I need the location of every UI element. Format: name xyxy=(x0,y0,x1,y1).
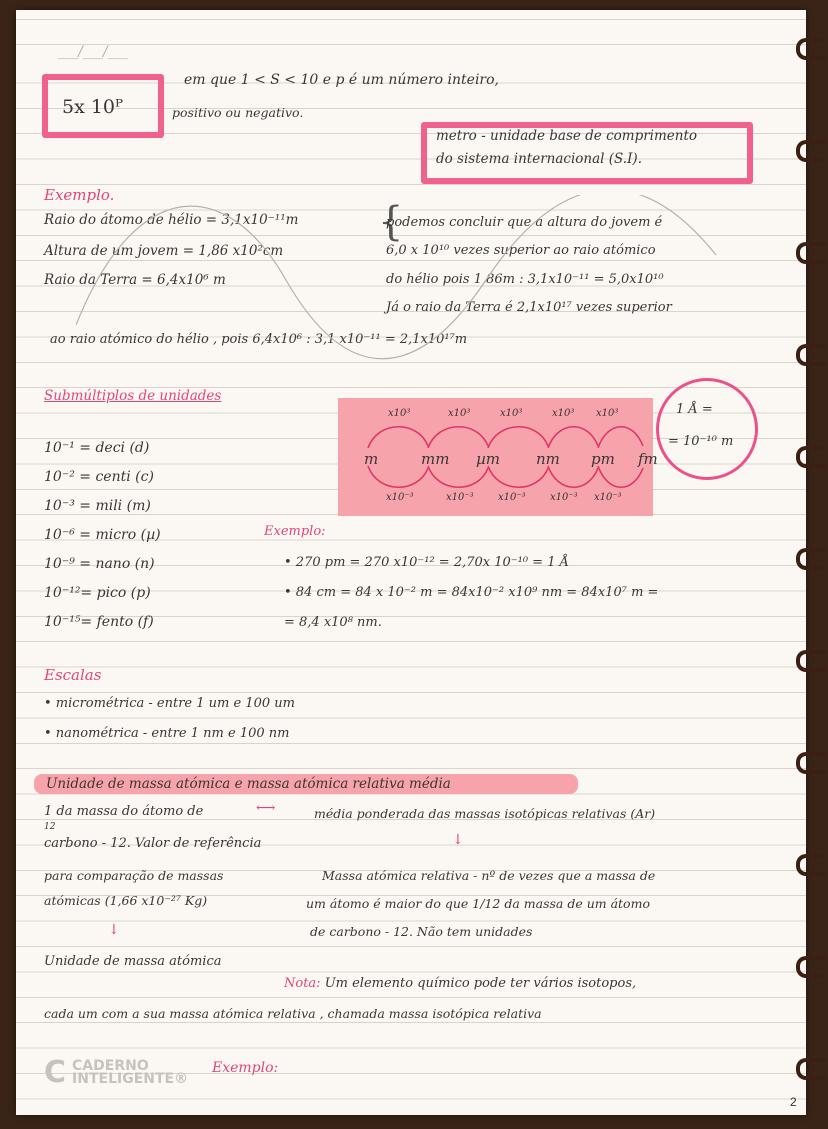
binder-ring xyxy=(796,956,826,978)
scales-micro: • micrométrica - entre 1 um e 100 um xyxy=(44,696,295,711)
unit-label: nm xyxy=(536,450,560,468)
multiplier-down: x10⁻³ xyxy=(550,492,578,503)
conclusion-line4: Já o raio da Terra é 2,1x10¹⁷ vezes superior xyxy=(386,300,672,315)
unit-label: µm xyxy=(476,450,500,468)
relative-mass-line2: um átomo é maior do que 1/12 da massa de um átomo xyxy=(306,896,650,911)
submultiple-row: 10⁻⁹ = nano (n) xyxy=(44,556,155,572)
binder-ring xyxy=(796,854,826,876)
brand-logo xyxy=(44,1055,189,1090)
relative-mass-line1: Massa atómica relativa - nº de vezes que a massa de xyxy=(322,868,656,883)
example2-line1: • 270 pm = 270 x10⁻¹² = 2,70x 10⁻¹⁰ = 1 Å xyxy=(284,555,569,570)
angstrom-circle xyxy=(656,378,758,480)
binder-ring xyxy=(796,548,826,570)
unit-label: mm xyxy=(421,450,450,468)
down-arrow-icon-2: ↓ xyxy=(452,832,464,848)
scientific-notation: 5x 10ᴾ xyxy=(62,96,124,118)
submultiple-row: 10⁻¹⁵= fento (f) xyxy=(44,614,154,630)
amu-definition-fraction: 12 xyxy=(44,822,56,832)
note-text: Um elemento químico pode ter vários isotopos, xyxy=(320,976,637,991)
mass-heading: Unidade de massa atómica e massa atómica relativa média xyxy=(46,776,451,792)
multiplier-up: x10³ xyxy=(500,408,523,419)
example2-line2: • 84 cm = 84 x 10⁻² m = 84x10⁻² x10⁹ nm = 84x10⁷ m = xyxy=(284,585,659,600)
relative-mass-average: média ponderada das massas isotópicas relativas (Ar) xyxy=(314,806,656,821)
multiplier-down: x10⁻³ xyxy=(498,492,526,503)
binder-ring xyxy=(796,650,826,672)
example2-title: Exemplo: xyxy=(264,524,326,539)
conclusion-line1: podemos concluir que a altura do jovem é xyxy=(386,215,663,230)
brace: { xyxy=(378,199,404,245)
amu-definition-line1: 1 da massa do átomo de xyxy=(44,804,204,819)
page-number: 2 xyxy=(790,1095,797,1109)
submultiples-title: Submúltiplos de unidades xyxy=(44,388,222,404)
amu-label: Unidade de massa atómica xyxy=(44,954,222,969)
notebook-page xyxy=(16,10,806,1115)
metro-definition-line1: metro - unidade base de comprimento xyxy=(436,128,698,144)
conclusion-line5: ao raio atómico do hélio , pois 6,4x10⁶ : 3,1 x10⁻¹¹ = 2,1x10¹⁷m xyxy=(50,332,468,347)
date-placeholder: ___/___/___ xyxy=(58,44,128,60)
multiplier-up: x10³ xyxy=(448,408,471,419)
brand-c-icon: C xyxy=(44,1055,67,1090)
relative-mass-line3: de carbono - 12. Não tem unidades xyxy=(310,924,533,939)
unit-label: m xyxy=(364,450,379,468)
note-label: Nota: xyxy=(284,976,321,991)
binder-ring xyxy=(796,38,826,60)
multiplier-up: x10³ xyxy=(552,408,575,419)
conclusion-line3: do hélio pois 1,86m : 3,1x10⁻¹¹ = 5,0x10¹⁰ xyxy=(386,272,664,287)
scales-title: Escalas xyxy=(44,666,102,684)
example-title: Exemplo. xyxy=(44,186,115,204)
submultiple-row: 10⁻⁶ = micro (µ) xyxy=(44,527,161,543)
submultiple-row: 10⁻² = centi (c) xyxy=(44,469,154,485)
multiplier-up: x10³ xyxy=(596,408,619,419)
binder-ring xyxy=(796,242,826,264)
binder-ring xyxy=(796,344,826,366)
unit-label: fm xyxy=(638,450,658,468)
notation-definition-line2: positivo ou negativo. xyxy=(172,105,304,120)
note-line2: cada um com a sua massa atómica relativa , chamada massa isotópica relativa xyxy=(44,1006,542,1021)
amu-definition-line2: carbono - 12. Valor de referência xyxy=(44,836,262,851)
submultiple-row: 10⁻³ = mili (m) xyxy=(44,498,151,514)
example-earth-radius: Raio da Terra = 6,4x10⁶ m xyxy=(44,272,226,288)
sine-wave-drawing xyxy=(76,195,776,365)
example-youth-height: Altura de um jovem = 1,86 x10²cm xyxy=(44,243,284,259)
double-arrow-icon: ⟷ xyxy=(256,800,276,816)
example2-line3: = 8,4 x10⁸ nm. xyxy=(284,615,382,630)
metro-definition-line2: do sistema internacional (S.I). xyxy=(436,151,642,167)
submultiple-row: 10⁻¹²= pico (p) xyxy=(44,585,151,601)
binder-ring xyxy=(796,140,826,162)
notation-definition-line1: em que 1 < S < 10 e p é um número inteiro, xyxy=(184,72,499,88)
example3-title: Exemplo: xyxy=(212,1060,279,1076)
multiplier-down: x10⁻³ xyxy=(386,492,414,503)
conclusion-line2: 6,0 x 10¹⁰ vezes superior ao raio atómico xyxy=(386,243,656,258)
down-arrow-icon: ↓ xyxy=(108,922,120,938)
brand-line1: CADERNO xyxy=(72,1058,149,1074)
multiplier-down: x10⁻³ xyxy=(594,492,622,503)
multiplier-up: x10³ xyxy=(388,408,411,419)
angstrom-line1: 1 Å = xyxy=(676,402,713,417)
unit-label: pm xyxy=(591,450,615,468)
binder-ring xyxy=(796,446,826,468)
note-line1 xyxy=(284,976,636,991)
scales-nano: • nanométrica - entre 1 nm e 100 nm xyxy=(44,726,290,741)
binder-ring xyxy=(796,752,826,774)
brand-line2: INTELIGENTE® xyxy=(72,1071,189,1087)
binder-ring xyxy=(796,1058,826,1080)
amu-definition-line4: atómicas (1,66 x10⁻²⁷ Kg) xyxy=(44,893,208,908)
amu-definition-line3: para comparação de massas xyxy=(44,868,224,883)
example-helium-radius: Raio do átomo de hélio = 3,1x10⁻¹¹m xyxy=(44,212,299,228)
angstrom-line2: = 10⁻¹⁰ m xyxy=(668,434,734,449)
binder-rings xyxy=(788,0,828,1129)
multiplier-down: x10⁻³ xyxy=(446,492,474,503)
submultiple-row: 10⁻¹ = deci (d) xyxy=(44,440,150,456)
